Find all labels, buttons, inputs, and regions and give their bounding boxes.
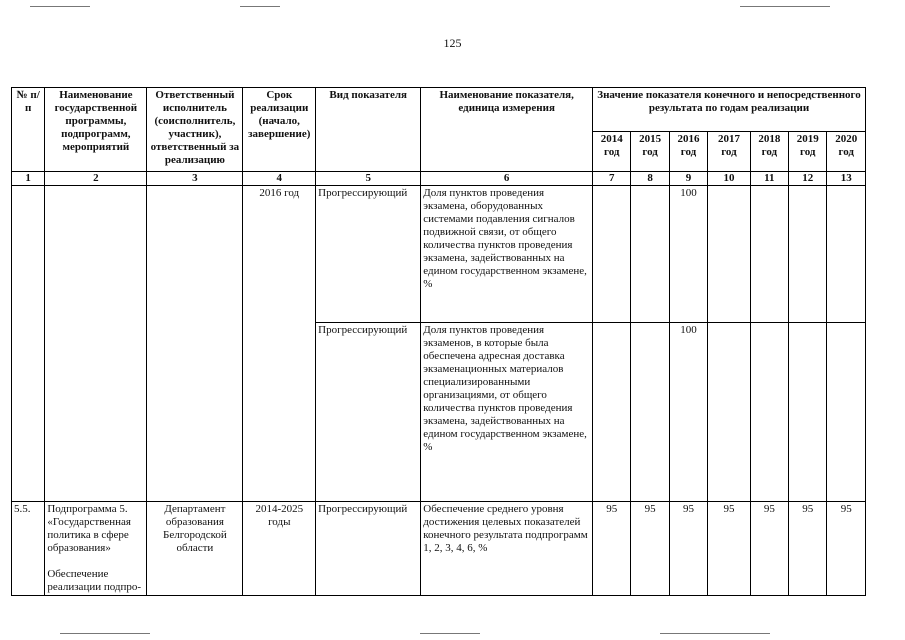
header-responsible: Ответственный исполнитель (соисполнитель, участник), ответственный за реализацию <box>147 88 243 172</box>
row-program: Подпрограмма 5. «Государственная политика в сфере образования» <box>47 503 131 554</box>
header-period: Срок реализации (начало, завершение) <box>243 88 316 172</box>
row-value: 95 <box>750 502 788 596</box>
row-value <box>593 186 631 323</box>
header-year: 2019 год <box>789 132 827 172</box>
row-period: 2014-2025 годы <box>243 502 316 596</box>
row-period: 2016 год <box>243 186 316 502</box>
header-values-group: Значение показателя конечного и непосредственного результата по годам реализации <box>593 88 866 132</box>
row-value <box>631 323 669 502</box>
row-indicator-type: Прогрессирующий <box>316 502 421 596</box>
column-number: 11 <box>750 172 788 186</box>
header-indicator-type: Вид показателя <box>316 88 421 172</box>
row-value <box>708 323 750 502</box>
row-indicator-name: Доля пунктов проведения экзамена, оборудованных системами подавления сигналов подвижной связи, от общего количества пунктов проведения экзамена, задействованных на едином государственном экзамене, % <box>421 186 593 323</box>
indicator-table <box>11 87 866 596</box>
row-responsible <box>147 186 243 502</box>
row-value: 95 <box>593 502 631 596</box>
header-year: 2017 год <box>708 132 750 172</box>
column-number: 3 <box>147 172 243 186</box>
column-number: 7 <box>593 172 631 186</box>
header-year: 2015 год <box>631 132 669 172</box>
row-value: 95 <box>708 502 750 596</box>
header-num: № п/п <box>12 88 45 172</box>
scan-line <box>420 633 480 634</box>
row-value <box>789 323 827 502</box>
column-number: 10 <box>708 172 750 186</box>
row-value: 95 <box>669 502 707 596</box>
row-value <box>789 186 827 323</box>
header-year: 2016 год <box>669 132 707 172</box>
scan-line <box>30 6 90 7</box>
table-header <box>12 88 866 172</box>
scan-line <box>740 6 830 7</box>
row-responsible: Департамент образования Белгородской области <box>147 502 243 596</box>
row-value <box>750 323 788 502</box>
column-number: 6 <box>421 172 593 186</box>
table-row <box>12 502 866 596</box>
column-number: 13 <box>827 172 866 186</box>
scan-line <box>240 6 280 7</box>
row-num <box>12 186 45 502</box>
row-program-note: Обеспечение реализации подпро- <box>47 568 142 593</box>
row-program <box>45 186 147 502</box>
row-value <box>708 186 750 323</box>
row-value <box>827 323 866 502</box>
column-number: 1 <box>12 172 45 186</box>
row-indicator-type: Прогрессирующий <box>316 186 421 323</box>
row-value: 95 <box>827 502 866 596</box>
row-value <box>631 186 669 323</box>
row-value: 100 <box>669 186 707 323</box>
header-indicator-name: Наименование показателя, единица измерения <box>421 88 593 172</box>
row-num: 5.5. <box>12 502 45 596</box>
row-indicator-name: Доля пунктов проведения экзаменов, в которые была обеспечена адресная доставка экзаменационных материалов специализированными организациями, от общего количества пунктов проведения экзамена, задействованных на едином государственном экзамене, % <box>421 323 593 502</box>
row-value <box>593 323 631 502</box>
row-value <box>827 186 866 323</box>
scan-line <box>60 633 150 634</box>
column-number-row <box>12 172 866 186</box>
row-indicator-name: Обеспечение среднего уровня достижения целевых показателей конечного результата подпрограмм 1, 2, 3, 4, 6, % <box>421 502 593 596</box>
row-program-cell <box>45 502 147 596</box>
row-indicator-type: Прогрессирующий <box>316 323 421 502</box>
column-number: 12 <box>789 172 827 186</box>
column-number: 4 <box>243 172 316 186</box>
column-number: 9 <box>669 172 707 186</box>
row-value: 100 <box>669 323 707 502</box>
header-program-name: Наименование государственной программы, подпрограмм, мероприятий <box>45 88 147 172</box>
column-number: 5 <box>316 172 421 186</box>
row-value: 95 <box>789 502 827 596</box>
column-number: 8 <box>631 172 669 186</box>
scan-line <box>660 633 770 634</box>
row-value: 95 <box>631 502 669 596</box>
header-year: 2018 год <box>750 132 788 172</box>
page-number: 125 <box>443 36 462 50</box>
header-year: 2020 год <box>827 132 866 172</box>
row-value <box>750 186 788 323</box>
column-number: 2 <box>45 172 147 186</box>
table-row <box>12 186 866 323</box>
header-year: 2014 год <box>593 132 631 172</box>
